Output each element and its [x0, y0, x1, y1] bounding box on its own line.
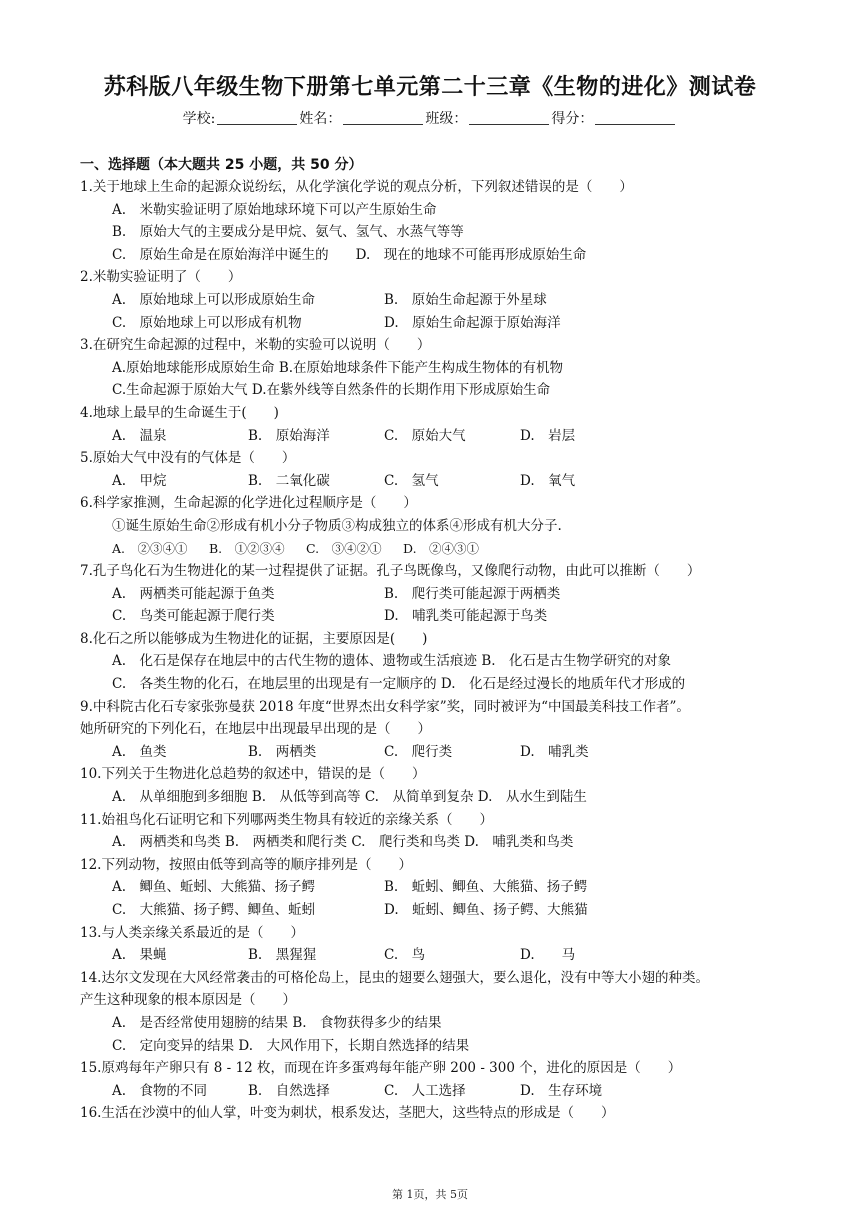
option-d[interactable]: D. 哺乳类可能起源于鸟类: [384, 608, 548, 625]
option-b[interactable]: B. 自然选择: [248, 1082, 330, 1099]
sequence-list: ①诞生原始生命②形成有机小分子物质③构成独立的体系④形成有机大分子.: [112, 517, 562, 534]
question-stem: 1.关于地球上生命的起源众说纷纭，从化学演化学说的观点分析，下列叙述错误的是（ ）: [80, 179, 633, 195]
student-info-line: [0, 108, 860, 128]
option-d[interactable]: D. 氧气: [520, 472, 576, 489]
question-3: [80, 334, 780, 402]
question-stem-continued: 她所研究的下列化石，在地层中出现最早出现的是（ ）: [80, 721, 431, 738]
question-stem: 2.米勒实验证明了（ ）: [80, 269, 242, 286]
school-blank[interactable]: [217, 110, 297, 125]
option-c[interactable]: C. 大熊猫、扬子鳄、鲫鱼、蚯蚓: [112, 902, 316, 918]
option-d[interactable]: D. 蚯蚓、鲫鱼、扬子鳄、大熊猫: [384, 902, 588, 918]
question-6: [80, 492, 780, 560]
question-11: [80, 809, 780, 854]
question-stem: 5.原始大气中没有的气体是（ ）: [80, 450, 296, 467]
question-1: [80, 176, 780, 266]
question-list: [80, 154, 780, 1125]
option-d[interactable]: D. ②④③①: [403, 540, 480, 556]
name-label: 姓名：: [299, 111, 342, 127]
question-stem: 15.原鸡每年产卵只有 8 - 12 枚，而现在许多蛋鸡每年能产卵 200 - 300 个，进化的原因是（ ）: [80, 1060, 682, 1077]
question-stem: 7.孔子鸟化石为生物进化的某一过程提供了证据。孔子鸟既像鸟，又像爬行动物，由此可以推断（ ）: [80, 563, 701, 580]
option-a[interactable]: A. 果蝇: [112, 947, 167, 964]
options-row[interactable]: A. 两栖类和鸟类 B. 两栖类和爬行类 C. 爬行类和鸟类 D. 哺乳类和鸟类: [112, 834, 574, 851]
score-label: 得分：: [551, 111, 594, 127]
question-8: [80, 628, 780, 696]
option-a[interactable]: A. 鱼类: [112, 743, 167, 760]
option-c[interactable]: C. 鸟类可能起源于爬行类: [112, 608, 275, 625]
question-stem-continued: 产生这种现象的根本原因是（ ）: [80, 992, 296, 1009]
option-a[interactable]: A. 原始地球上可以形成原始生命: [112, 291, 316, 308]
question-16: [80, 1102, 780, 1125]
school-label: 学校:: [182, 111, 216, 127]
options-c-d[interactable]: C. 定向变异的结果 D. 大风作用下，长期自然选择的结果: [112, 1037, 470, 1054]
option-d[interactable]: D. 原始生命起源于原始海洋: [384, 314, 561, 331]
question-stem: 9.中科院古化石专家张弥曼获 2018 年度“世界杰出女科学家”奖，同时被评为“中国最美科技工作者”。: [80, 698, 690, 715]
option-b[interactable]: B. 二氧化碳: [248, 472, 330, 489]
option-c[interactable]: C. ③④②①: [306, 540, 382, 556]
question-5: [80, 447, 780, 492]
option-b[interactable]: B. 原始生命起源于外星球: [384, 291, 547, 308]
option-a[interactable]: A. 鲫鱼、蚯蚓、大熊猫、扬子鳄: [112, 879, 316, 896]
option-a[interactable]: A. 米勒实验证明了原始地球环境下可以产生原始生命: [112, 201, 437, 218]
score-blank[interactable]: [595, 110, 675, 125]
question-stem: 4.地球上最早的生命诞生于( ): [80, 404, 279, 421]
option-b[interactable]: B. 爬行类可能起源于两栖类: [384, 585, 561, 602]
option-d[interactable]: D. 生存环境: [520, 1082, 603, 1099]
option-a[interactable]: A. 食物的不同: [112, 1082, 208, 1099]
question-stem: 8.化石之所以能够成为生物进化的证据，主要原因是( ): [80, 630, 428, 647]
options-row[interactable]: A. 从单细胞到多细胞 B. 从低等到高等 C. 从简单到复杂 D. 从水生到陆生: [112, 789, 587, 806]
options-c-d[interactable]: C. 各类生物的化石，在地层里的出现是有一定顺序的 D. 化石是经过漫长的地质年代才形成的: [112, 676, 686, 693]
options-c-d[interactable]: C.生命起源于原始大气 D.在紫外线等自然条件的长期作用下形成原始生命: [112, 382, 551, 399]
option-b[interactable]: B. 原始海洋: [248, 427, 330, 444]
option-a[interactable]: A. 甲烷: [112, 472, 167, 489]
name-blank[interactable]: [343, 110, 423, 125]
question-10: [80, 763, 780, 808]
question-stem: 10.下列关于生物进化总趋势的叙述中，错误的是（ ）: [80, 766, 426, 783]
options-c-d[interactable]: C. 原始生命是在原始海洋中诞生的 D. 现在的地球不可能再形成原始生命: [112, 246, 587, 263]
question-stem: 14.达尔文发现在大风经常袭击的可格伦岛上，昆虫的翅要么翅强大，要么退化，没有中等大小翅的种类。: [80, 969, 709, 986]
question-stem: 6.科学家推测，生命起源的化学进化过程顺序是（ ）: [80, 495, 417, 512]
question-13: [80, 922, 780, 967]
option-a[interactable]: A. ②③④①: [112, 540, 188, 556]
question-14: [80, 967, 780, 1057]
page-number: 第 1页，共 5页: [392, 1188, 468, 1201]
question-12: [80, 854, 780, 922]
question-9: [80, 696, 780, 764]
question-4: [80, 402, 780, 447]
options-a-b[interactable]: A. 化石是保存在地层中的古代生物的遗体、遗物或生活痕迹 B. 化石是古生物学研究的对象: [112, 653, 672, 670]
option-a[interactable]: A. 温泉: [112, 427, 167, 444]
option-c[interactable]: C. 原始大气: [384, 427, 466, 444]
option-d[interactable]: D. 马: [520, 947, 576, 964]
option-c[interactable]: C. 原始地球上可以形成有机物: [112, 314, 302, 331]
question-stem: 16.生活在沙漠中的仙人掌，叶变为刺状，根系发达，茎肥大，这些特点的形成是（ ）: [80, 1105, 615, 1122]
question-stem: 3.在研究生命起源的过程中，米勒的实验可以说明（ ）: [80, 337, 431, 354]
options-a-b[interactable]: A.原始地球能形成原始生命 B.在原始地球条件下能产生构成生物体的有机物: [112, 359, 564, 376]
option-c[interactable]: C. 氢气: [384, 472, 439, 489]
options-a-b[interactable]: A. 是否经常使用翅膀的结果 B. 食物获得多少的结果: [112, 1014, 442, 1031]
option-b[interactable]: B. ①②③④: [209, 540, 285, 556]
question-15: [80, 1057, 780, 1102]
option-b[interactable]: B. 两栖类: [248, 743, 317, 760]
question-stem: 12.下列动物，按照由低等到高等的顺序排列是（ ）: [80, 856, 412, 873]
class-blank[interactable]: [469, 110, 549, 125]
option-b[interactable]: B. 黑猩猩: [248, 947, 317, 964]
question-stem: 13.与人类亲缘关系最近的是（ ）: [80, 924, 304, 941]
option-b[interactable]: B. 原始大气的主要成分是甲烷、氨气、氢气、水蒸气等等: [112, 224, 464, 241]
option-c[interactable]: C. 鸟: [384, 947, 426, 964]
question-7: [80, 560, 780, 628]
section-heading: 一、选择题（本大题共 25 小题，共 50 分）: [80, 157, 363, 173]
class-label: 班级：: [425, 111, 468, 127]
question-2: [80, 266, 780, 334]
option-d[interactable]: D. 岩层: [520, 427, 576, 444]
question-stem: 11.始祖鸟化石证明它和下列哪两类生物具有较近的亲缘关系（ ）: [80, 811, 493, 828]
exam-title: 苏科版八年级生物下册第七单元第二十三章《生物的进化》测试卷: [103, 75, 757, 100]
option-b[interactable]: B. 蚯蚓、鲫鱼、大熊猫、扬子鳄: [384, 879, 588, 896]
option-c[interactable]: C. 爬行类: [384, 743, 453, 760]
option-c[interactable]: C. 人工选择: [384, 1082, 466, 1099]
option-a[interactable]: A. 两栖类可能起源于鱼类: [112, 585, 275, 602]
option-d[interactable]: D. 哺乳类: [520, 743, 589, 760]
